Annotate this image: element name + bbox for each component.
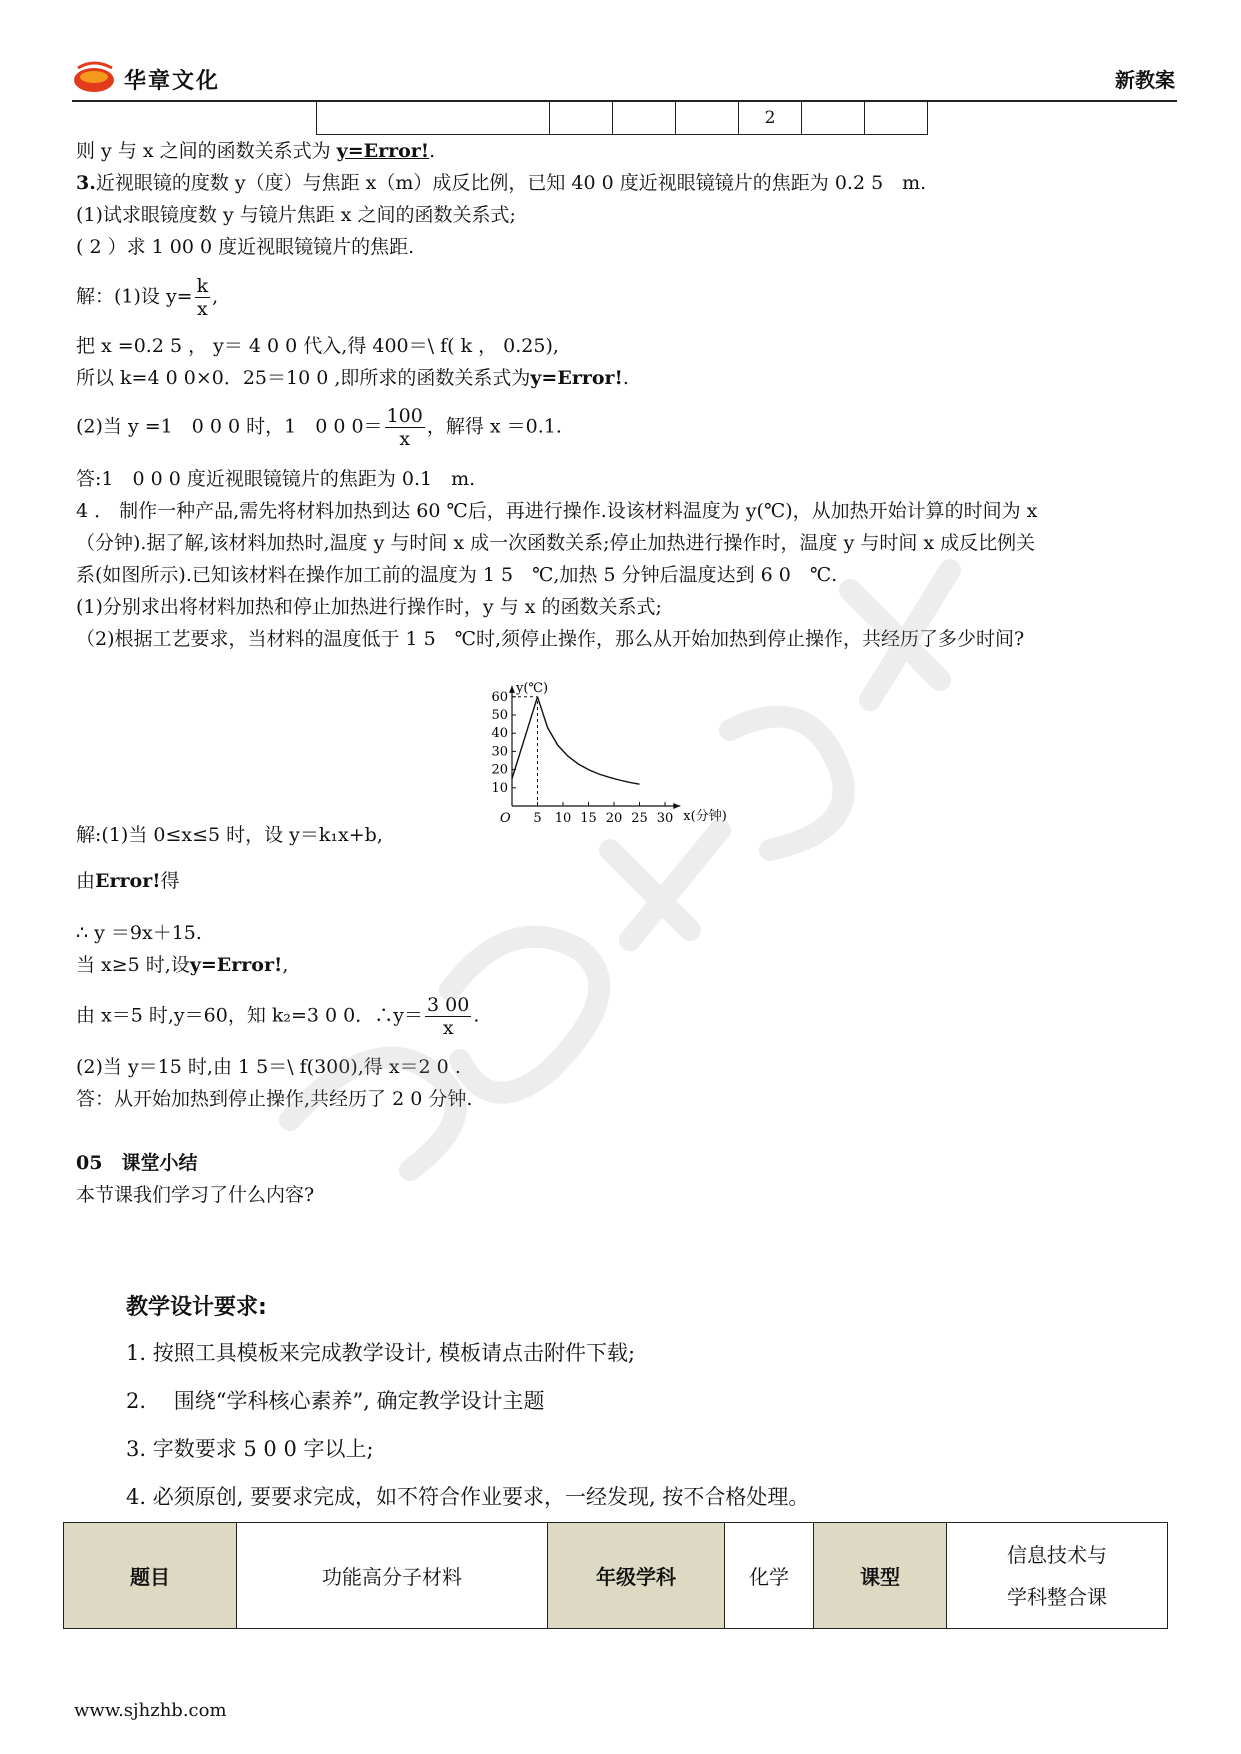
table-cell: 2 xyxy=(739,102,802,135)
x-axis-arrow xyxy=(673,803,680,809)
x-tick-label: 10 xyxy=(554,811,572,826)
solution-3-a: 解：(1)设 y= $\frac{k}{x}$ , xyxy=(76,275,219,320)
question-4-a: 4 ． 制作一种产品,需先将材料加热到达 60 ℃后，再进行操作.设该材料温度为 y(℃)，从加热开始计算的时间为 x xyxy=(76,500,1038,522)
requirement-item: 1. 按照工具模板来完成教学设计, 模板请点击附件下载; xyxy=(126,1341,636,1365)
value-title: 功能高分子材料 xyxy=(237,1523,548,1629)
value-lesson-type: 信息技术与 学科整合课 xyxy=(947,1523,1168,1629)
label-grade-subject: 年级学科 xyxy=(548,1523,725,1629)
x-tick-label: 20 xyxy=(605,811,623,826)
page-header xyxy=(72,58,1177,102)
x-tick-label: 30 xyxy=(656,811,674,826)
question-4-c: 系(如图所示).已知该材料在操作加工前的温度为 1 5 ℃,加热 5 分钟后温度达到 6 0 ℃. xyxy=(76,564,838,586)
solution-4-e: 由 x＝5 时,y＝60，知 k₂=3 0 0．∴y＝ $\frac{3 00}{x}$ . xyxy=(76,994,480,1039)
question-4-part-1: (1)分别求出将材料加热和停止加热进行操作时，y 与 x 的函数关系式; xyxy=(76,596,662,618)
label-title: 题目 xyxy=(64,1523,237,1629)
y-axis-arrow xyxy=(509,686,515,693)
table-cell xyxy=(317,102,550,135)
temperature-chart xyxy=(476,656,766,826)
y-tick-label: 30 xyxy=(491,744,508,760)
x-axis-label: x(分钟) xyxy=(683,809,727,824)
requirement-item: 4. 必须原创, 要要求完成，如不符合作业要求，一经发现, 按不合格处理。 xyxy=(126,1485,810,1509)
y-axis-label: y(℃) xyxy=(516,680,549,696)
solution-3-c: 所以 k=4 0 0×0．25＝10 0 ,即所求的函数关系式为y=Error!. xyxy=(76,367,629,389)
fraction: $\frac{3 00}{x}$ xyxy=(427,994,470,1039)
requirement-item: 2. 围绕“学科核心素养”, 确定教学设计主题 xyxy=(126,1389,545,1413)
requirements-title: 教学设计要求: xyxy=(126,1295,267,1320)
x-tick-label: 5 xyxy=(533,811,542,826)
question-4-part-2: （2)根据工艺要求，当材料的温度低于 1 5 ℃时,须停止操作，那么从开始加热到停止操作，共经历了多少时间? xyxy=(76,628,1025,650)
solution-3-answer: 答:1 0 0 0 度近视眼镜镜片的焦距为 0.1 m. xyxy=(76,468,476,490)
error-formula: y=Error! xyxy=(336,140,430,162)
lesson-info-table xyxy=(63,1522,1168,1629)
solution-4-c: ∴ y ＝9x＋15. xyxy=(76,922,202,944)
brand-logo-icon xyxy=(72,60,118,94)
series-line-cooling xyxy=(538,697,640,784)
value-grade-subject: 化学 xyxy=(725,1523,814,1629)
origin-label: O xyxy=(500,811,511,826)
solution-4-f: (2)当 y＝15 时,由 1 5＝\ f(300),得 x＝2 0 . xyxy=(76,1056,461,1078)
question-3-part-2: ( 2 ）求 1 00 0 度近视眼镜镜片的焦距. xyxy=(76,236,415,258)
table-cell xyxy=(802,102,865,135)
y-tick-label: 60 xyxy=(491,689,508,705)
table-cell xyxy=(613,102,676,135)
fraction: $\frac{k}{x}$ xyxy=(196,275,209,320)
table-cell xyxy=(550,102,613,135)
fraction: $\frac{100}{x}$ xyxy=(386,405,423,450)
solution-3-b: 把 x =0.2 5 ， y＝ 4 0 0 代入,得 400＝\ f( k ， 0.25), xyxy=(76,335,559,357)
y-tick-label: 20 xyxy=(491,762,508,778)
paragraph: 则 y 与 x 之间的函数关系式为 y=Error!. xyxy=(76,140,436,162)
y-tick-label: 40 xyxy=(491,726,508,742)
header-right-label: 新教案 xyxy=(1115,68,1175,92)
question-3-part-1: (1)试求眼镜度数 y 与镜片焦距 x 之间的函数关系式; xyxy=(76,204,516,226)
solution-4-b: 由Error!得 xyxy=(76,870,180,892)
table-cell xyxy=(676,102,739,135)
label-lesson-type: 课型 xyxy=(814,1523,947,1629)
top-table xyxy=(316,101,928,135)
y-tick-label: 10 xyxy=(491,780,508,796)
solution-4-a: 解:(1)当 0≤x≤5 时，设 y＝k₁x+b, xyxy=(76,824,383,846)
solution-4-answer: 答：从开始加热到停止操作,共经历了 2 0 分钟. xyxy=(76,1088,473,1110)
section-heading: 05 课堂小结 xyxy=(76,1152,198,1174)
question-3: 3.近视眼镜的度数 y（度）与焦距 x（m）成反比例，已知 40 0 度近视眼镜镜片的焦距为 0.2 5 m. xyxy=(76,172,927,194)
requirement-item: 3. 字数要求 5 0 0 字以上; xyxy=(126,1437,374,1461)
solution-3-d: (2)当 y =1 0 0 0 时，1 0 0 0＝ $\frac{100}{x}$ ，解得 x ＝0.1. xyxy=(76,405,562,450)
section-question: 本节课我们学习了什么内容? xyxy=(76,1184,315,1206)
y-tick-label: 50 xyxy=(491,708,508,723)
series-line-heating xyxy=(512,697,538,779)
footer-url: www.sjhzhb.com xyxy=(74,1700,227,1721)
brand-name: 华章文化 xyxy=(124,69,221,94)
question-4-b: （分钟).据了解,该材料加热时,温度 y 与时间 x 成一次函数关系;停止加热进行操作时，温度 y 与时间 x 成反比例关 xyxy=(76,532,1036,554)
x-tick-label: 25 xyxy=(631,811,648,826)
solution-4-d: 当 x≥5 时,设y=Error!, xyxy=(76,954,289,976)
table-cell xyxy=(865,102,928,135)
x-tick-label: 15 xyxy=(580,811,597,826)
